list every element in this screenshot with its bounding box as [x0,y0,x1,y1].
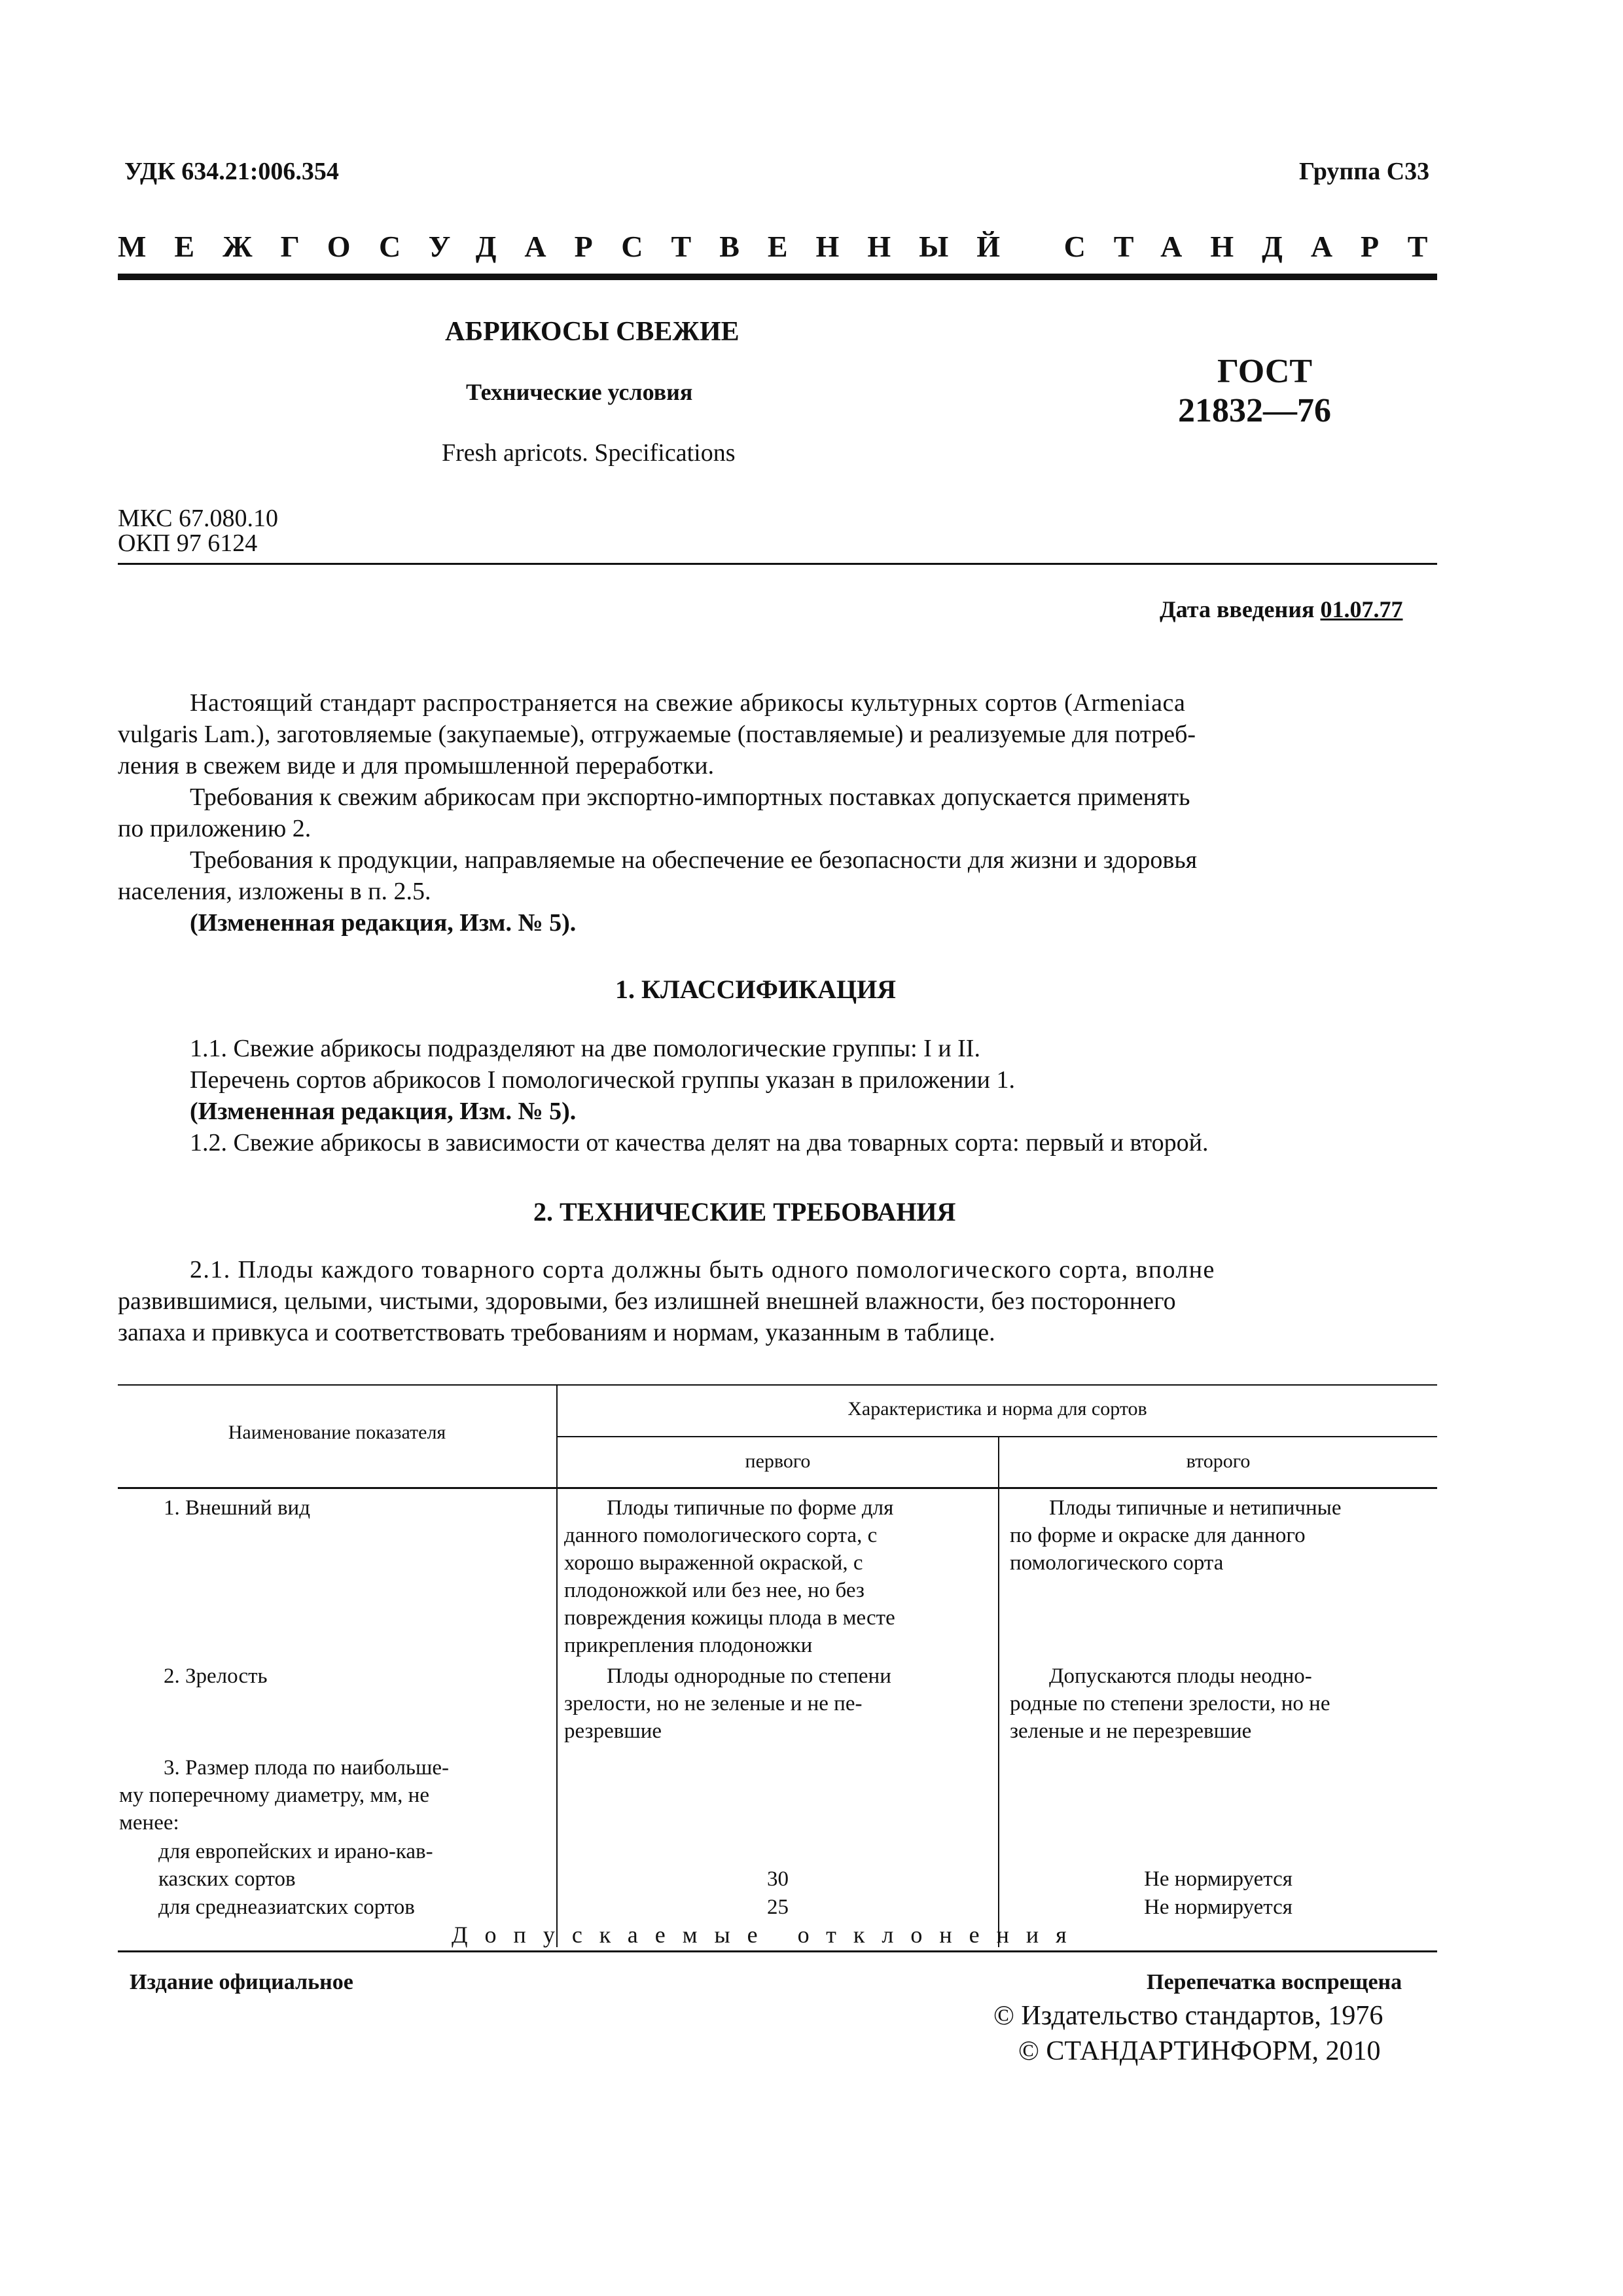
row-ripeness-name: 2. Зрелость [164,1664,268,1688]
english-title: Fresh apricots. Specifications [442,439,736,467]
standard-banner: МЕЖГОСУДАРСТВЕННЫЙ СТАНДАРТ [118,230,1456,263]
reprint-notice: Перепечатка воспрещена [1147,1970,1402,1994]
section2-title: 2. ТЕХНИЧЕСКИЕ ТРЕБОВАНИЯ [533,1197,956,1227]
section1-varieties-note: Перечень сортов абрикосов I помологической группы указан в приложении 1. [190,1066,1015,1094]
deviations-heading: Допускаемые отклонения [452,1922,1084,1948]
gost-label: ГОСТ [1217,353,1313,390]
col-group-header: Характеристика и норма для сортов [847,1398,1147,1420]
row-appearance-name: 1. Внешний вид [164,1496,310,1520]
intro-date [1160,596,1403,623]
row-ripeness-first: Плоды однородные по степени зрелости, но не зеленые и не пе- резревшие [564,1664,891,1743]
row-size-european-second: Не нормируется [1144,1867,1293,1891]
document-subtitle: Технические условия [466,379,693,405]
group-code: Группа С33 [1299,158,1430,185]
intro-p1-line3: ления в свежем виде и для промышленной переработки. [118,752,715,780]
intro-date-label: Дата введения [1160,596,1315,622]
section1-title: 1. КЛАССИФИКАЦИЯ [615,975,897,1004]
copyright-2010: © СТАНДАРТИНФОРМ, 2010 [1018,2036,1381,2066]
row-appearance-first: Плоды типичные по форме для данного помологического сорта, с хорошо выраженной окраской, с плодоножкой или без нее, но без повреждения кожицы плода в месте прикрепления плодоножки [564,1496,895,1657]
section2-item-2-1-line2: развившимися, целыми, чистыми, здоровыми, без излишней внешней влажности, без постороннего [118,1287,1176,1315]
section1-item-1-1: 1.1. Свежие абрикосы подразделяют на две помологические группы: I и II. [190,1035,980,1062]
section1-amendment: (Измененная редакция, Изм. № 5). [190,1098,577,1125]
intro-p1-line1: Настоящий стандарт распространяется на свежие абрикосы культурных сортов (Armeniaca [190,689,1186,717]
section2-item-2-1-line3: запаха и привкуса и соответствовать требованиям и нормам, указанным в таблице. [118,1319,995,1346]
intro-p2-line1: Требования к свежим абрикосам при экспортно-импортных поставках допускается применять [190,783,1190,811]
intro-amendment: (Измененная редакция, Изм. № 5). [190,909,577,937]
table-bottom-rule [118,1950,1437,1952]
row-size-central-asian-first: 25 [767,1895,789,1919]
intro-p2-line2: по приложению 2. [118,815,312,842]
row-size-name: 3. Размер плода по наибольше- му поперечному диаметру, мм, не менее: [119,1756,450,1835]
row-size-european-name: для европейских и ирано-кав- казских сортов [158,1840,433,1891]
intro-p1-line2: vulgaris Lam.), заготовляемые (закупаемые), отгружаемые (поставляемые) и реализуемые для потреб- [118,721,1196,748]
row-appearance-second: Плоды типичные и нетипичные по форме и окраске для данного помологического сорта [1010,1496,1342,1575]
table-group-rule [557,1436,1437,1437]
gost-number: 21832—76 [1178,392,1331,429]
col-first-grade-header: первого [745,1450,811,1472]
row-size-european-first: 30 [767,1867,789,1891]
col-second-grade-header: второго [1186,1450,1251,1472]
intro-p3-line2: населения, изложены в п. 2.5. [118,878,431,905]
official-edition: Издание официальное [130,1970,353,1994]
section2-item-2-1-line1: 2.1. Плоды каждого товарного сорта должны быть одного помологического сорта, вполне [190,1256,1215,1283]
mks-code: МКС 67.080.10 [118,505,279,532]
document-title: АБРИКОСЫ СВЕЖИЕ [445,317,740,347]
table-top-rule [118,1384,1437,1386]
section1-item-1-2: 1.2. Свежие абрикосы в зависимости от качества делят на два товарных сорта: первый и второй. [190,1129,1209,1157]
intro-p3-line1: Требования к продукции, направляемые на обеспечение ее безопасности для жизни и здоровья [190,846,1198,874]
intro-date-value: 01.07.77 [1320,596,1403,622]
title-rule [118,563,1437,565]
copyright-1976: © Издательство стандартов, 1976 [993,2001,1383,2031]
row-size-central-asian-name: для среднеазиатских сортов [158,1895,415,1919]
row-size-central-asian-second: Не нормируется [1144,1895,1293,1919]
okp-code: ОКП 97 6124 [118,529,258,557]
col-indicator-header: Наименование показателя [228,1422,446,1443]
row-ripeness-second: Допускаются плоды неодно- родные по степени зрелости, но не зеленые и не перезревшие [1010,1664,1330,1743]
table-header-rule [118,1487,1437,1489]
banner-rule [118,274,1437,280]
udk-code: УДК 634.21:006.354 [124,158,339,185]
